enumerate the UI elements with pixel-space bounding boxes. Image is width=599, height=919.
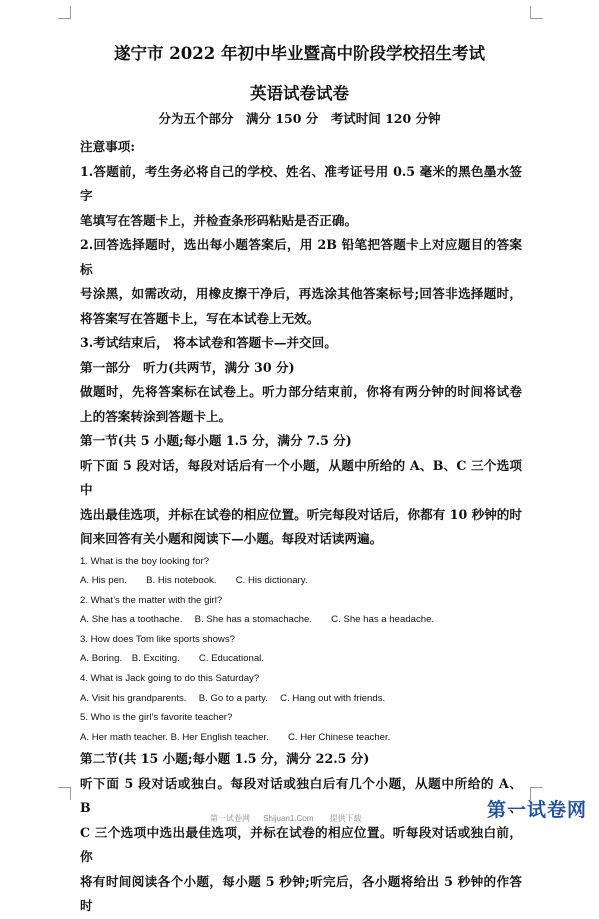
- question-options: A. Her math teacher. B. Her English teacher. C. Her Chinese teacher.: [80, 731, 391, 743]
- crop-mark-top-right: [530, 6, 543, 19]
- exam-info: 分为五个部分 满分 150 分 考试时间 120 分钟: [158, 111, 441, 126]
- notice-line: 将答案写在答题卡上，写在本试卷上无效。: [80, 310, 320, 326]
- question-options: A. She has a toothache. B. She has a stomachache. C. She has a headache.: [80, 614, 435, 626]
- part1-instruction-line: 上的答案转涂到答题卡上。: [80, 408, 232, 424]
- crop-mark-bottom-left: [58, 787, 71, 800]
- notice-line: 3.考试结束后， 将本试卷和答题卡—并交回。: [80, 335, 337, 350]
- notice-heading: 注意事项:: [80, 139, 136, 154]
- question-text: 3. How does Tom like sports shows?: [80, 633, 235, 645]
- part1-instruction-line: 做题时，先将答案标在试卷上。听力部分结束前，你将有两分钟的时间将试卷: [80, 384, 522, 399]
- crop-mark-top-left: [58, 6, 71, 19]
- section2-instruction-line: 将有时间阅读各个小题，每小题 5 秒钟;听完后，各小题将给出 5 秒钟的作答时: [80, 873, 522, 914]
- section1-heading: 第一节(共 5 小题;每小题 1.5 分，满分 7.5 分): [80, 433, 352, 448]
- notice-line: 2.回答选择题时，选出每小题答案后，用 2B 铅笔把答题卡上对应题目的答案标: [80, 237, 522, 277]
- question-options: A. Visit his grandparents. B. Go to a party. C. Hang out with friends.: [80, 692, 386, 704]
- notice-line: 笔填写在答题卡上，并检查条形码粘贴是否正确。: [80, 212, 358, 228]
- part1-heading: 第一部分 听力(共两节，满分 30 分): [80, 359, 295, 375]
- site-logo: 第一试卷网: [487, 799, 588, 821]
- exam-subject-title: 英语试卷试卷: [250, 84, 349, 103]
- exam-title: 遂宁市 2022 年初中毕业暨高中阶段学校招生考试: [114, 44, 485, 63]
- question-options: A. His pen. B. His notebook. C. His dictionary.: [80, 575, 308, 587]
- section2-heading: 第二节(共 15 小题;每小题 1.5 分，满分 22.5 分): [80, 751, 370, 767]
- question-text: 4. What is Jack going to do this Saturday?: [80, 673, 260, 685]
- section1-instruction-line: 选出最佳选项，并标在试卷的相应位置。听完每段对话后，你都有 10 秒钟的时: [80, 506, 522, 522]
- question-text: 5. Who is the girl’s favorite teacher?: [80, 712, 233, 724]
- section2-instruction-line: C 三个选项中选出最佳选项，并标在试卷的相应位置。听每段对话或独白前，你: [80, 824, 522, 865]
- question-text: 1. What is the boy looking for?: [80, 555, 210, 567]
- section1-instruction-line: 间来回答有关小题和阅读下—小题。每段对话读两遍。: [80, 531, 383, 546]
- footer-watermark: 第一试卷网 Shijuan1.Com 提供下载: [210, 814, 362, 823]
- notice-line: 1.答题前，考生务必将自己的学校、姓名、准考证号用 0.5 毫米的黑色墨水签字: [80, 163, 522, 203]
- section2-instruction-line: 听下面 5 段对话或独白。每段对话或独白后有几个小题，从题中所给的 A、B、: [80, 775, 522, 816]
- question-options: A. Boring. B. Exciting. C. Educational.: [80, 653, 264, 665]
- document-body: [80, 135, 522, 919]
- section1-instruction-line: 听下面 5 段对话，每段对话后有一个小题，从题中所给的 A、B、C 三个选项中: [80, 457, 522, 497]
- question-text: 2. What’s the matter with the girl?: [80, 594, 223, 606]
- notice-line: 号涂黑，如需改动，用橡皮擦干净后，再选涂其他答案标号;回答非选择题时，: [80, 286, 522, 301]
